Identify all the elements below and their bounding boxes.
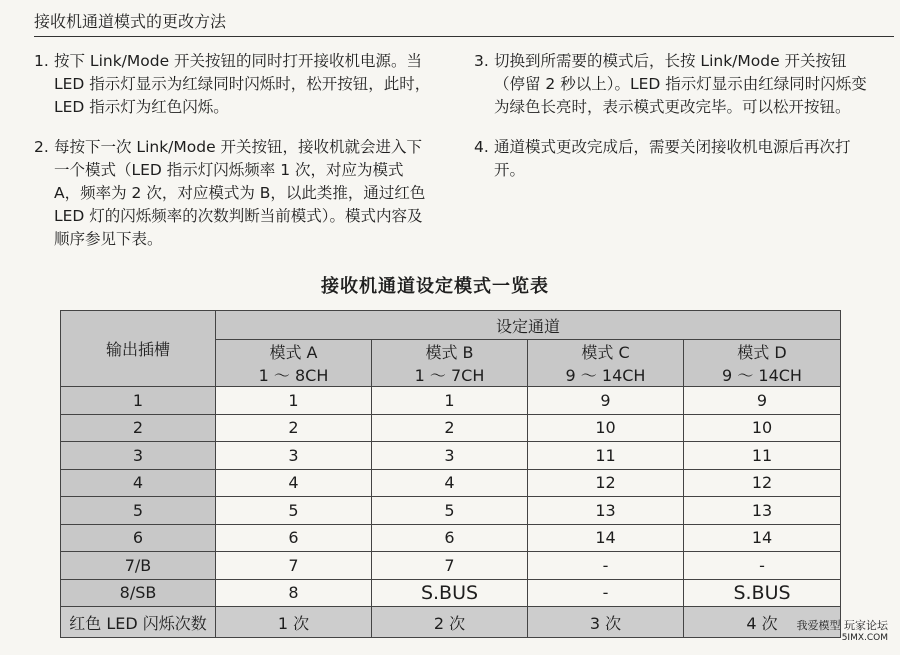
channel-cell: 4 bbox=[372, 469, 528, 497]
step-text: 每按下一次 Link/Mode 开关按钮，接收机就会进入下一个模式（LED 指示灯闪烁频率 1 次，对应为模式 A，频率为 2 次，对应模式为 B，以此类推，通过红色 LED 灯的闪烁频率的次数判断当前模式）。模式内容及顺序参见下表。 bbox=[54, 138, 426, 248]
set-channel-header: 设定通道 bbox=[216, 311, 841, 340]
slot-cell: 5 bbox=[61, 497, 216, 525]
channel-cell: S.BUS bbox=[684, 579, 841, 607]
channel-cell: 9 bbox=[684, 387, 841, 415]
channel-cell: 11 bbox=[528, 442, 684, 470]
table-header-row bbox=[61, 311, 841, 340]
slot-cell: 8/SB bbox=[61, 579, 216, 607]
mode-range: 9 ～ 14CH bbox=[722, 366, 802, 385]
slot-cell: 7/B bbox=[61, 552, 216, 580]
table-row bbox=[61, 497, 841, 525]
mode-name: 模式 B bbox=[425, 343, 474, 362]
table-row bbox=[61, 552, 841, 580]
step-item bbox=[474, 136, 874, 182]
channel-cell: 13 bbox=[684, 497, 841, 525]
mode-range: 1 ～ 8CH bbox=[258, 366, 329, 385]
step-item bbox=[34, 50, 434, 119]
watermark bbox=[797, 619, 889, 645]
mode-name: 模式 A bbox=[269, 343, 318, 362]
channel-cell: 11 bbox=[684, 442, 841, 470]
step-text: 切换到所需要的模式后，长按 Link/Mode 开关按钮（停留 2 秒以上）。LED 指示灯显示由红绿同时闪烁变为绿色长亮时，表示模式更改完毕。可以松开按钮。 bbox=[494, 52, 867, 116]
mode-range: 1 ～ 7CH bbox=[414, 366, 485, 385]
section-title: 接收机通道模式的更改方法 bbox=[34, 12, 227, 31]
blink-count-cell: 1 次 bbox=[216, 607, 372, 638]
watermark-line: 5IMX.COM bbox=[841, 633, 888, 643]
step-number: 2. bbox=[34, 138, 49, 156]
mode-header bbox=[216, 340, 372, 387]
channel-cell: 1 bbox=[372, 387, 528, 415]
blink-count-cell: 3 次 bbox=[528, 607, 684, 638]
mode-header bbox=[372, 340, 528, 387]
slot-cell: 1 bbox=[61, 387, 216, 415]
step-text: 按下 Link/Mode 开关按钮的同时打开接收机电源。当 LED 指示灯显示为红绿同时闪烁时，松开按钮，此时，LED 指示灯为红色闪烁。 bbox=[54, 52, 431, 116]
table-row bbox=[61, 469, 841, 497]
channel-cell: 2 bbox=[216, 414, 372, 442]
channel-cell: 3 bbox=[216, 442, 372, 470]
channel-cell: 6 bbox=[372, 524, 528, 552]
table-row bbox=[61, 414, 841, 442]
table-row bbox=[61, 442, 841, 470]
blink-count-cell: 4 次 bbox=[684, 607, 841, 638]
slot-cell: 2 bbox=[61, 414, 216, 442]
channel-cell: 10 bbox=[684, 414, 841, 442]
channel-cell: 4 bbox=[216, 469, 372, 497]
slot-cell: 6 bbox=[61, 524, 216, 552]
slot-cell: 3 bbox=[61, 442, 216, 470]
step-number: 3. bbox=[474, 52, 489, 70]
channel-cell: 12 bbox=[528, 469, 684, 497]
table-row bbox=[61, 524, 841, 552]
step-item bbox=[474, 50, 874, 119]
mode-header bbox=[528, 340, 684, 387]
table-title: 接收机通道设定模式一览表 bbox=[321, 276, 549, 297]
output-slot-header: 输出插槽 bbox=[61, 311, 216, 387]
blink-count-cell: 2 次 bbox=[372, 607, 528, 638]
channel-cell: 5 bbox=[372, 497, 528, 525]
table-row bbox=[61, 387, 841, 415]
channel-cell: 5 bbox=[216, 497, 372, 525]
channel-cell: 1 bbox=[216, 387, 372, 415]
channel-cell: 14 bbox=[528, 524, 684, 552]
section-header bbox=[34, 8, 894, 37]
channel-cell: - bbox=[684, 552, 841, 580]
channel-cell: 8 bbox=[216, 579, 372, 607]
step-text: 通道模式更改完成后，需要关闭接收机电源后再次打开。 bbox=[494, 138, 851, 179]
channel-cell: 10 bbox=[528, 414, 684, 442]
channel-cell: 9 bbox=[528, 387, 684, 415]
channel-cell: - bbox=[528, 579, 684, 607]
step-number: 1. bbox=[34, 52, 49, 70]
table-footer-row bbox=[61, 607, 841, 638]
channel-cell: 13 bbox=[528, 497, 684, 525]
mode-range: 9 ～ 14CH bbox=[565, 366, 646, 385]
channel-cell: 7 bbox=[216, 552, 372, 580]
mode-header bbox=[684, 340, 841, 387]
channel-cell: 3 bbox=[372, 442, 528, 470]
channel-cell: 7 bbox=[372, 552, 528, 580]
mode-name: 模式 D bbox=[737, 343, 787, 362]
footer-label: 红色 LED 闪烁次数 bbox=[61, 607, 216, 638]
steps-left-column bbox=[34, 50, 434, 268]
channel-cell: 6 bbox=[216, 524, 372, 552]
mode-name: 模式 C bbox=[581, 343, 630, 362]
channel-cell: S.BUS bbox=[372, 579, 528, 607]
steps-right-column bbox=[474, 50, 874, 199]
watermark-line: 我爱模型 玩家论坛 bbox=[796, 619, 888, 632]
table-row bbox=[61, 579, 841, 607]
channel-cell: - bbox=[528, 552, 684, 580]
channel-cell: 12 bbox=[684, 469, 841, 497]
channel-cell: 2 bbox=[372, 414, 528, 442]
step-number: 4. bbox=[474, 138, 489, 156]
mode-table bbox=[60, 310, 841, 638]
channel-cell: 14 bbox=[684, 524, 841, 552]
slot-cell: 4 bbox=[61, 469, 216, 497]
step-item bbox=[34, 136, 434, 251]
